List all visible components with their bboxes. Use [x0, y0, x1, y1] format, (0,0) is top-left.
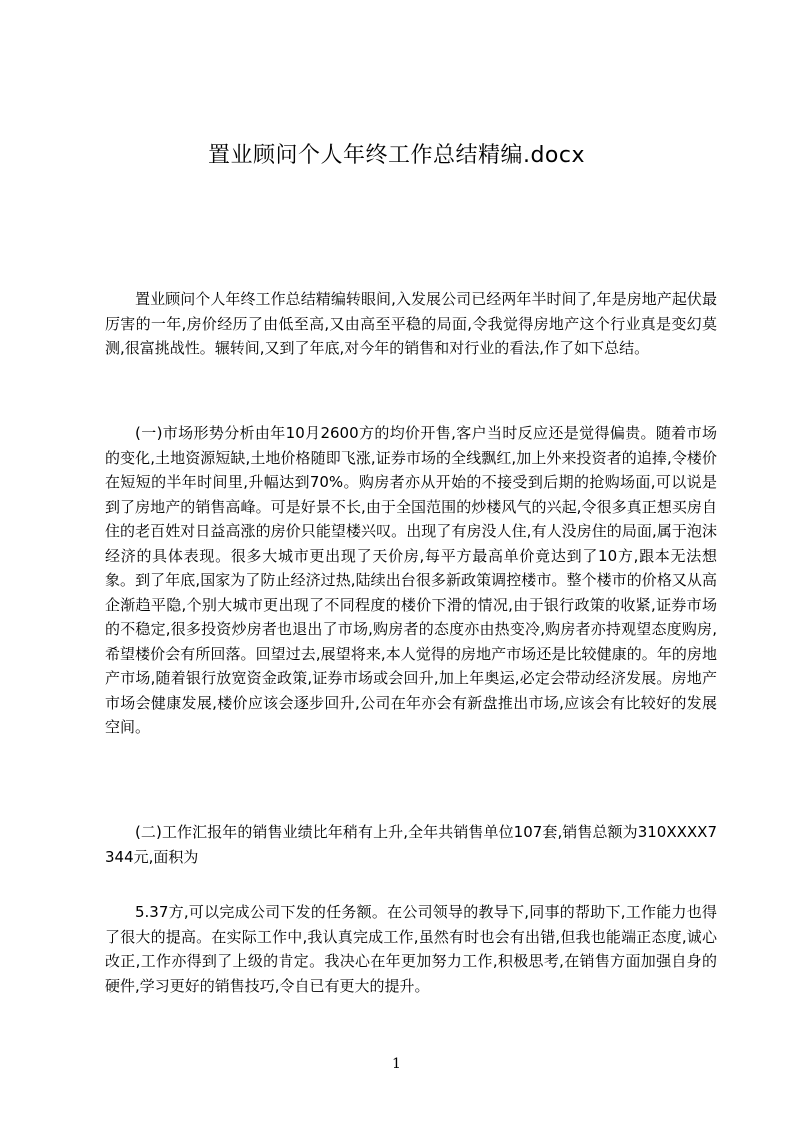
page-number: 1	[392, 1056, 401, 1072]
document-title: 置业顾问个人年终工作总结精编.docx	[207, 143, 586, 168]
paragraph-work-report: (二)工作汇报年的销售业绩比年稍有上升,全年共销售单位107套,销售总额为310XXXX7344元,面积为	[105, 823, 717, 866]
paragraph-intro: 置业顾问个人年终工作总结精编转眼间,入发展公司已经两年半时间了,年是房地产起伏最厉害的一年,房价经历了由低至高,又由高至平稳的局面,令我觉得房地产这个行业真是变幻莫测,很富挑战性。辗转间,又到了年底,对今年的销售和对行业的看法,作了如下总结。	[105, 290, 717, 357]
paragraph-conclusion: 5.37方,可以完成公司下发的任务额。在公司领导的教导下,同事的帮助下,工作能力也得了很大的提高。在实际工作中,我认真完成工作,虽然有时也会有出错,但我也能端正态度,诚心改正,工作亦得到了上级的肯定。我决心在年更加努力工作,积极思考,在销售方面加强自身的硬件,学习更好的销售技巧,令自已有更大的提升。	[105, 903, 717, 995]
paragraph-market-analysis: (一)市场形势分析由年10月2600方的均价开售,客户当时反应还是觉得偏贵。随着市场的变化,土地资源短缺,土地价格随即飞涨,证券市场的全线飘红,加上外来投资者的追捧,令楼价在短短的半年时间里,升幅达到70%。购房者亦从开始的不接受到后期的抢购场面,可以说是到了房地产的销售高峰。可是好景不长,由于全国范围的炒楼风气的兴起,令很多真正想买房自住的老百姓对日益高涨的房价只能望楼兴叹。出现了有房没人住,有人没房住的局面,属于泡沫经济的具体表现。很多大城市更出现了天价房,每平方最高单价竟达到了10方,跟本无法想象。到了年底,国家为了防止经济过热,陆续出台很多新政策调控楼市。整个楼市的价格又从高企渐趋平隐,个别大城市更出现了不同程度的楼价下滑的情况,由于银行政策的收紧,证券市场的不稳定,很多投资炒房者也退出了市场,购房者的态度亦由热变冷,购房者亦持观望态度购房,希望楼价会有所回落。回望过去,展望将来,本人觉得的房地产市场还是比较健康的。年的房地产市场,随着银行放宽资金政策,证券市场或会回升,加上年奥运,必定会带动经济发展。房地产市场会健康发展,楼价应该会逐步回升,公司在年亦会有新盘推出市场,应该会有比较好的发展空间。	[105, 424, 717, 736]
